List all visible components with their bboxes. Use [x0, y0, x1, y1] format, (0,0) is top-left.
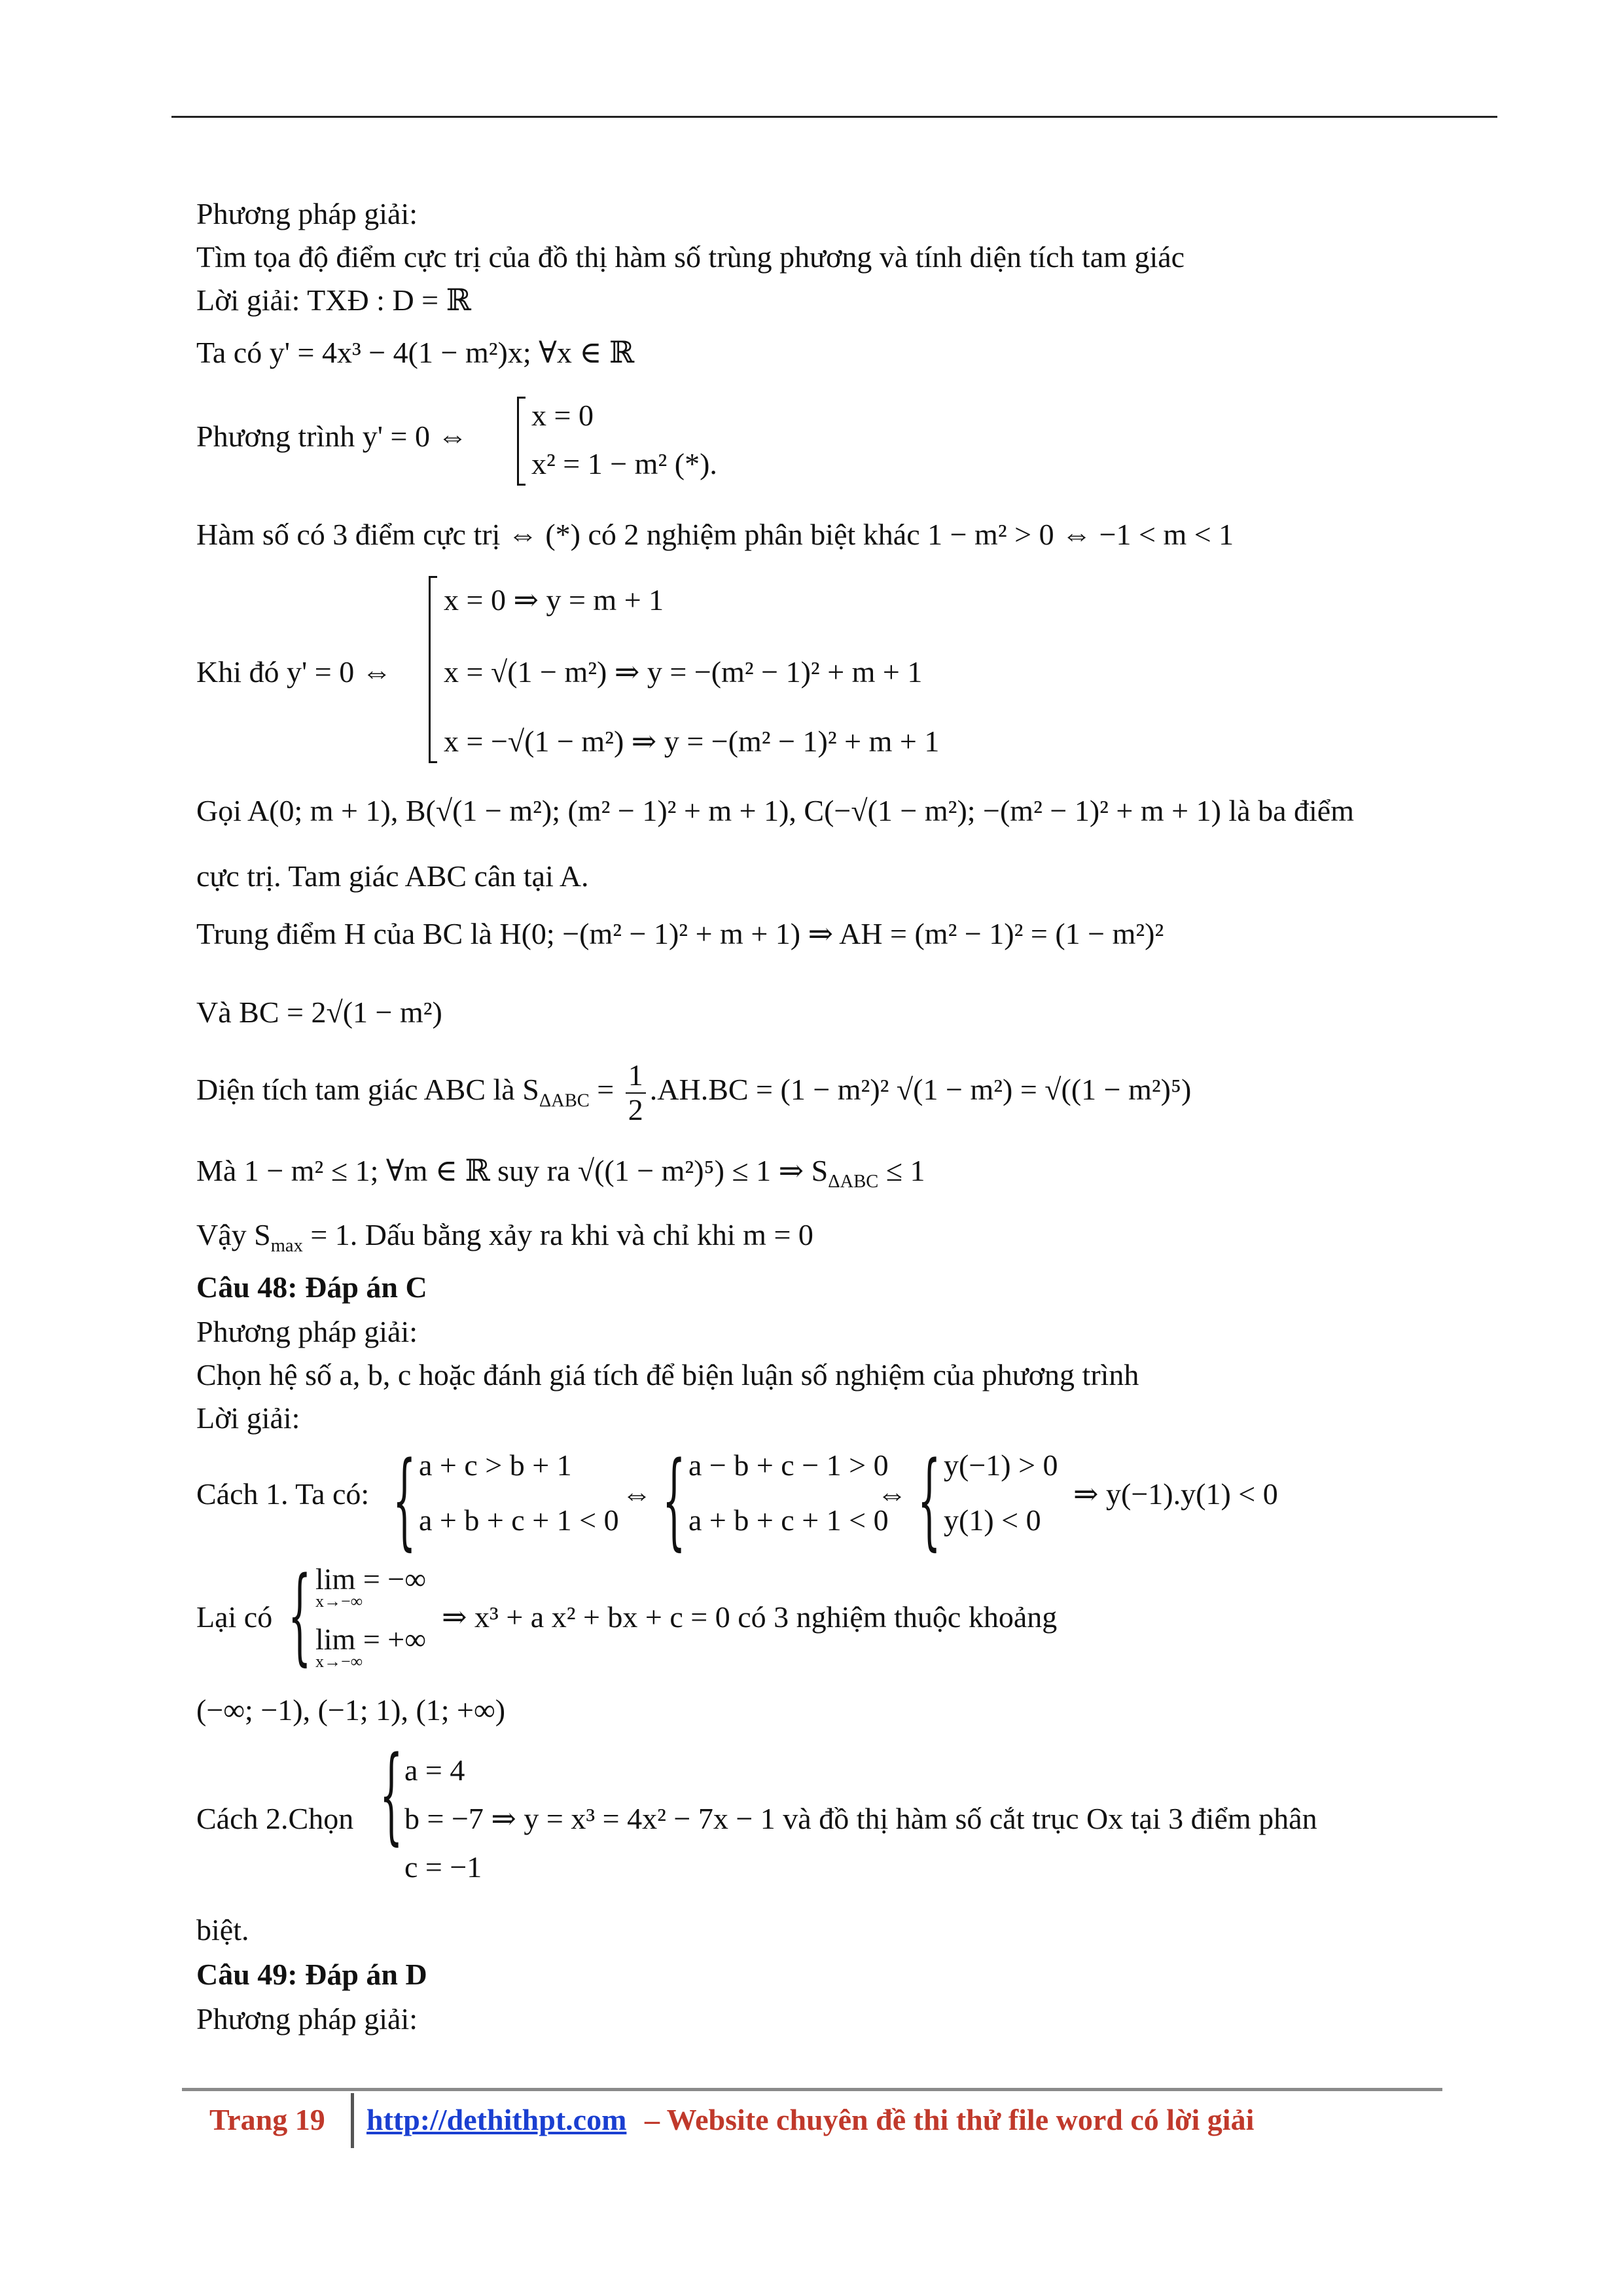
equation-case-2: x² = 1 − m² (*). — [531, 447, 717, 480]
area-fraction-den: 2 — [628, 1092, 643, 1126]
area-line — [196, 1059, 1191, 1126]
system-2-row-1: a − b + c − 1 > 0 — [688, 1448, 889, 1482]
bound-sub: ΔABC — [828, 1172, 879, 1193]
choice-b: b = −7 ⇒ y = x³ = 4x² − 7x − 1 và đồ thị hàm số cắt trục Ox tại 3 điểm phân — [404, 1802, 1317, 1835]
derivative-line: Ta có y' = 4x³ − 4(1 − m²)x; ∀x ∈ ℝ — [196, 336, 635, 369]
q48-method-text: Chọn hệ số a, b, c hoặc đánh giá tích để biện luận số nghiệm của phương trình — [196, 1358, 1139, 1391]
critical-case-1: x = 0 ⇒ y = m + 1 — [444, 583, 664, 617]
footer-description: – Website chuyên đề thi thử file word có lời giải — [645, 2103, 1255, 2136]
system-3-row-1: y(−1) > 0 — [944, 1448, 1058, 1482]
system-2-row-2: a + b + c + 1 < 0 — [688, 1503, 889, 1537]
equation-case-1: x = 0 — [531, 399, 594, 432]
system-3-brace: { — [918, 1439, 941, 1561]
area-eq: = — [589, 1073, 622, 1107]
max-line — [196, 1217, 813, 1257]
max-sub: max — [270, 1236, 303, 1257]
limit-2-text: lim = +∞ — [315, 1623, 427, 1656]
choice-brace: { — [380, 1733, 403, 1856]
footer-rule — [182, 2088, 1442, 2091]
equiv-2: ⇔ — [877, 1477, 907, 1511]
method-2-end: biệt. — [196, 1913, 249, 1946]
method-text: Tìm tọa độ điểm cực trị của đồ thị hàm số trùng phương và tính diện tích tam giác — [196, 240, 1185, 274]
critical-bracket — [429, 576, 437, 763]
area-text-c: .AH.BC = (1 − m²)² √(1 − m²) = √((1 − m²)⁵) — [649, 1073, 1192, 1107]
footer-divider — [351, 2093, 354, 2148]
limit-2 — [315, 1622, 426, 1670]
limits-result: ⇒ x³ + a x² + bx + c = 0 có 3 nghiệm thuộc khoảng — [442, 1600, 1058, 1634]
header-rule — [171, 116, 1497, 118]
q48-method-heading: Phương pháp giải: — [196, 1315, 418, 1348]
equiv-1: ⇔ — [622, 1477, 652, 1511]
midpoint-line: Trung điểm H của BC là H(0; −(m² − 1)² + m + 1) ⇒ AH = (m² − 1)² = (1 − m²)² — [196, 917, 1164, 950]
method-1-label: Cách 1. Ta có: — [196, 1477, 370, 1511]
question-48-heading: Câu 48: Đáp án C — [196, 1270, 427, 1304]
limit-2-sub: x→−∞ — [315, 1652, 363, 1672]
isosceles-line: cực trị. Tam giác ABC cân tại A. — [196, 859, 589, 893]
equation-label: Phương trình y' = 0 ⇔ — [196, 420, 468, 453]
system-1-brace: { — [393, 1439, 416, 1561]
page-number: Trang 19 — [209, 2103, 325, 2136]
limits-label: Lại có — [196, 1600, 273, 1634]
q48-solution-heading: Lời giải: — [196, 1401, 300, 1435]
bc-line: Và BC = 2√(1 − m²) — [196, 996, 442, 1029]
limit-1 — [315, 1562, 426, 1610]
question-49-heading: Câu 49: Đáp án D — [196, 1958, 427, 1991]
condition-line: Hàm số có 3 điểm cực trị ⇔ (*) có 2 nghiệm phân biệt khác 1 − m² > 0 ⇔ −1 < m < 1 — [196, 518, 1234, 551]
solution-domain: Lời giải: TXĐ : D = ℝ — [196, 283, 471, 317]
intervals-line: (−∞; −1), (−1; 1), (1; +∞) — [196, 1693, 506, 1727]
system-2-brace: { — [662, 1439, 686, 1561]
max-text-a: Vậy S — [196, 1218, 271, 1251]
area-fraction — [626, 1059, 646, 1126]
q49-method-heading: Phương pháp giải: — [196, 2002, 418, 2036]
bound-text: Mà 1 − m² ≤ 1; ∀m ∈ ℝ suy ra √((1 − m²)⁵) ≤ 1 ⇒ S — [196, 1154, 829, 1187]
solution-bracket — [517, 397, 526, 486]
critical-label: Khi đó y' = 0 ⇔ — [196, 655, 392, 689]
area-sub: ΔABC — [539, 1090, 590, 1111]
limits-brace: { — [288, 1554, 312, 1676]
choice-a: a = 4 — [404, 1753, 465, 1787]
limit-1-text: lim = −∞ — [315, 1562, 427, 1596]
bound-line — [196, 1153, 925, 1193]
method-heading: Phương pháp giải: — [196, 197, 418, 230]
points-line: Gọi A(0; m + 1), B(√(1 − m²); (m² − 1)² + m + 1), C(−√(1 − m²); −(m² − 1)² + m + 1) là ba điểm — [196, 794, 1355, 827]
method-1-result: ⇒ y(−1).y(1) < 0 — [1073, 1477, 1278, 1511]
bound-end: ≤ 1 — [878, 1154, 925, 1187]
limit-1-sub: x→−∞ — [315, 1592, 363, 1611]
website-link[interactable]: http://dethithpt.com — [366, 2103, 627, 2136]
area-fraction-num: 1 — [626, 1059, 646, 1094]
system-1-row-2: a + b + c + 1 < 0 — [419, 1503, 619, 1537]
critical-case-3: x = −√(1 − m²) ⇒ y = −(m² − 1)² + m + 1 — [444, 725, 940, 758]
area-text-a: Diện tích tam giác ABC là S — [196, 1073, 539, 1107]
method-2-label: Cách 2.Chọn — [196, 1802, 354, 1835]
system-1-row-1: a + c > b + 1 — [419, 1448, 572, 1482]
system-3-row-2: y(1) < 0 — [944, 1503, 1041, 1537]
choice-c: c = −1 — [404, 1850, 482, 1884]
critical-case-2: x = √(1 − m²) ⇒ y = −(m² − 1)² + m + 1 — [444, 655, 923, 689]
max-text-b: = 1. Dấu bằng xảy ra khi và chỉ khi m = 0 — [302, 1218, 813, 1251]
